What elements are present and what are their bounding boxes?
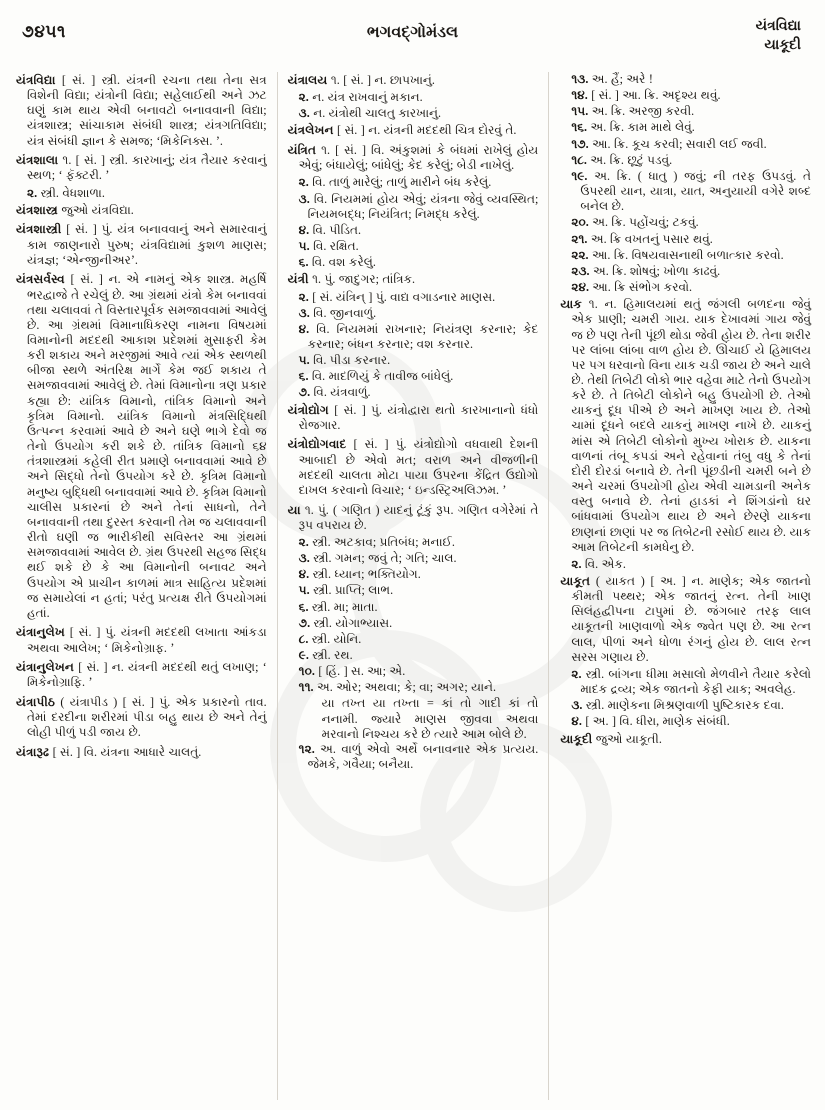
guide-word-first: યંત્રવિદ્યા [755,19,801,34]
entry-sense [288,600,539,616]
entry-definition: ૧. ન. હિમાલયમાં થતું જંગલી બળદના જેવું એક પ્રાણી; ચમરી ગાય. યાક દેખાવમાં ગાય જેવું જ છે પણ તેની પૂંછી થોડા જેવી હોય છે. તેના શરીર પર લાંબા લાંબા વાળ હોય છે. ઊંચાઈ યે હિમાલય પર પગ ધરવાનો વિના યાક ચડી જાય છે અને ચાલે છે. તેથી તિબેટી લોકો ભાર વહેવા માટે તેનો ઉપયોગ કરે છે. તે તિબેટી લોકોને બહુ ઉપયોગી છે. તેઓ યાકનું દૂધ પીએ છે અને માખણ ખાય છે. તેઓ ચામાં દૂધને બદલે યાકનું માખણ નાખે છે. યાકનું માંસ એ તિબેટી લોકોનો મુખ્ય ખોરાક છે. યાકના વાળનાં તંબૂ કપડાં અને રહેવાનાં તંબુ વધુ કે તેનાં દોરી દોરડાં બનાવે છે. તેની પૂંછડીની ચમરી બને છે અને ચરમાં ઉપયોગી હોય એવી ચામડાની અનેક વસ્તુ બનાવે છે. તેનાં હાડકાં ને શિંગડાંનો ઘર બાંધવામાં ઉપયોગ થાય છે અને છેરણે યાકના છાણનાં છાણાં પર જ તિબેટની રસોઈ થાય છે. યાક આમ તિબેટની કામધેનુ છે. [571,297,812,554]
entry-sense [560,215,811,231]
entry-headword: યંત્રાલય [287,73,328,87]
entry-definition: [ સં. ] સ્ત્રી. યંત્રની રચના તથા તેના સત્ર વિશેની વિદ્યા; યંત્રોની વિદ્યા; સહેલાઈથી અને ઝટ ઘણું કામ થાય એવી બનાવટો બનાવવાની વિદ્યા; યંત્રશાસ્ત્ર; સાંચાકામ સંબંધી શાસ્ત્ર; યંત્રગતિવિદ્યા; યંત્ર સંબંધી જ્ઞાન કે સમજ; ‘મિકેનિક્સ. ’. [27,73,267,148]
dictionary-entry [16,202,267,220]
entry-sense [288,175,539,191]
sense-number: ૭. [298,385,311,400]
entry-definition: ૧. [ સં. ] વિ. અંકુશમાં કે બંધમાં રાખેલું હોય એવું; બંધાયેલું; બાંધેલું; કેદ કરેલું; બેડી નાખેલું. [298,143,539,173]
sense-number: ૬. [298,599,309,614]
dictionary-entry [16,694,267,742]
column-3 [548,72,813,1100]
sense-definition: વિ. પીડિત. [312,222,362,237]
entry-definition: [ સં. ] ન. યંત્રની મદદથી થતું લખાણ; ‘ મિકેનોગ્રાફિ. ’ [27,660,267,690]
sense-definition: અ. ક્રિ. છૂટું પડવું. [590,152,673,167]
entry-definition: [ સં. ] પું. યંત્રોદ્યોગો વધવાથી દેશની આબાદી છે એવો મત; વરાળ અને વીજળીની મદદથી ચાલતા મોટા પાયા ઉપરના કેંદ્રિત ઉદ્યોગો દાખલ કરવાનો વિચાર; ‘ ઇન્ડસ્ટ્રિઅલિઝમ. ’ [298,437,539,497]
entry-definition: [ સં. ] પું. યંત્રોદ્વારા થતો કારખાનાનો ધંધો રોજગાર. [298,402,539,432]
entry-definition: [ સં. ] પું. યંત્રની મદદથી લખાતા આંકડા અથવા આલેખ; ‘ મિકેનોગ્રાફ. ’ [27,625,267,655]
sense-number: ૪. [298,222,310,237]
entry-sense [288,255,539,271]
sense-number: ૨. [27,185,38,200]
sense-number: ૪. [298,321,310,336]
entry-sense [560,264,811,280]
sense-number: ૭. [298,615,311,630]
entry-definition: [ સં. ] વિ. યંત્રના આધારે ચાલતું. [52,745,202,760]
dictionary-entry [288,436,539,500]
entry-definition: ૧. [ સં. ] ન. છાપખાનું. [330,73,435,87]
dictionary-entry [560,296,811,557]
sense-number: ૩. [298,551,310,566]
dictionary-entry [288,142,539,175]
entry-sense [560,557,811,573]
sense-definition: વિ. નિયમમાં રાખનાર; નિયંત્રણ કરનાર; કેદ કરનાર; બંધન કરનાર; વશ કરનાર. [307,321,539,351]
sense-number: ૬. [298,369,309,384]
sense-definition: આ. ક્રિ. કૂચ કરવી; સવારી લઈ જવી. [592,136,767,151]
entry-headword: યંત્રસર્વસ્વ [16,272,65,287]
sense-number: ૧૬. [571,120,588,135]
dictionary-entry [16,624,267,657]
entry-definition: ( યાકત ) [ અ. ] ન. માણેક; એક જાતનો કીમતી પથ્થર; એક જાતનું રત્ન. તેની ખાણ સિલંહદ્વીપના ટાપુમાં છે. જંગબાર તરફ લાલ યાકૂતની ખાણવાળો એક જ્વેત પણ છે. આ રત્ન લાલ, પીળાં અને ધોળા રંગનું હોય છે. લાલ રત્ન સરસ ગણાય છે. [571,574,812,664]
entry-definition: ૧. પું. ( ગણિત ) યાદનું ટૂંકું રૂપ. ગણિત વગેરેમાં તે રૂપ વપરાય છે. [298,502,539,532]
entry-sense [560,120,811,136]
entry-sense [288,664,539,680]
text-columns [14,72,813,1100]
sense-definition: સ્ત્રી. રથ. [312,647,353,662]
entry-headword: યંત્રિત [287,143,317,158]
entry-headword: યાકૂત [560,574,591,588]
guide-word-last: યાકૂદી [764,37,801,53]
dictionary-entry [560,731,811,749]
sense-number: ૯. [298,647,309,662]
entry-headword: યંત્રશાસ્ત્ર [16,202,58,217]
sense-definition: અ. ક્રિ વખતનું પસાર થવું. [590,231,713,246]
entry-sense [288,239,539,255]
page-number: ૭૪૫૧ [22,22,66,41]
entry-headword: યાક [560,297,582,312]
sense-definition: વિ. એક. [584,556,626,571]
sense-definition: [ સં. યંત્રિન્ ] પું. વાદ્ય વગાડનાર માણસ. [312,289,496,304]
sense-definition: ન. યંત્રોથી ચાલતુ કારખાનું. [313,106,442,121]
entry-sense [560,137,811,153]
entry-sense [288,90,539,106]
sense-definition: સ્ત્રી. મા; માતા. [311,599,378,614]
sense-definition: [ અ. ] વિ. ધીરા, માણેક સંબંધી. [585,714,730,729]
entry-sense [560,153,811,169]
sense-definition: સ્ત્રી. પ્રાપ્તિ; લાભ. [313,583,394,598]
sense-number: ૪. [298,567,310,582]
sense-definition: અ. વાળું એવો અર્થે બનાવનાર એક પ્રત્યય. જેમકે, ગવૈયા; બનૈયા. [307,741,539,772]
entry-headword: યંત્રવિદ્યા [16,73,56,87]
sense-number: ૨. [298,175,309,190]
guide-words [756,18,801,56]
sense-number: ૧૦. [298,664,315,679]
dictionary-entry [16,152,267,185]
sense-number: ૪. [571,714,582,729]
dictionary-entry [288,122,539,140]
sense-definition: વિ. નિયમમાં હોય એવું; યંત્રના જેવું વ્યવસ્થિત; નિયમબદ્ધ; નિયંત્રિત; નિમદ્ધ કરેલું. [307,191,539,221]
entry-definition: ૧. [ સં. ] સ્ત્રી. કારખાનું; યંત્ર તૈયાર કરવાનું સ્થળ; ‘ ફૅક્ટરી. ’ [27,153,267,183]
sense-definition: સ્ત્રી. વેધશાળા. [40,185,105,200]
sense-definition: વિ. પીડા કરનાર. [313,353,391,368]
sense-definition: અ. ક્રિ. ( ધાતુ ) જવું; ની તરફ ઉપડવું. તે ઉપરથી યાન, યાત્રા, યાત, અનુયાયી વગેરે શબ્દ બનેલ છે. [580,168,812,214]
entry-headword: યંત્રાનુલેખન [16,660,75,675]
entry-sense [288,632,539,648]
entry-sense [560,667,811,698]
entry-sense [16,186,267,202]
sense-definition: વિ. તાળું મારેલું; તાળું મારીને બંધ કરેલું. [312,175,492,190]
entry-definition: [ સં. ] પું. યંત્ર બનાવવાનું અને સમારવાનું કામ જાણનારો પુરુષ; યંત્રવિદ્યામાં કુશળ માણસ; યંત્રજ્ઞ; ‘એન્જીનીઅર’. [27,222,267,267]
dictionary-entry [288,72,539,90]
entry-headword: યંત્રલેખન [287,123,334,138]
dictionary-entry [16,271,267,623]
entry-definition: જુઓ યાકૂતી. [595,731,662,746]
column-1 [14,72,277,1100]
column-2 [277,72,549,1100]
sense-number: ૧૫. [571,104,589,119]
sense-definition: ન. યંત્ર રાખવાનું મકાન. [312,90,423,105]
dictionary-entry [288,502,539,535]
sense-number: ૩. [298,191,310,206]
sense-number: ૨૪. [571,280,589,295]
sense-definition: વિ. માદળિયું કે તાવીજ બાંધેલું. [311,369,454,384]
sense-definition: સ્ત્રી. માણેકના મિશ્રણવાળી પુષ્ટિકારક દવા. [585,698,784,713]
entry-headword: યાકૂદી [560,731,593,746]
sense-number: ૫. [298,353,310,368]
dictionary-entry [16,659,267,692]
sense-definition: અ. ક્રિ. પહોંચવું; ટકવું. [592,215,699,230]
sense-number: ૫. [298,583,310,598]
running-head [0,14,825,70]
entry-headword: યંત્રાનુલેખ [16,625,65,640]
sense-number: ૩. [298,305,310,320]
sense-definition: સ્ત્રી. ધ્યાન; ભક્તિયોગ. [312,567,421,582]
sense-definition: વિ. યંત્રવાળું. [313,385,371,400]
entry-sense [288,680,539,696]
entry-sense [560,248,811,264]
sense-definition: અ. ક્રિ. શોષવું; ખોળા કાઢવું. [592,263,721,278]
entry-sense [288,648,539,664]
sense-number: ૫. [298,239,310,254]
sense-number: ૨૨. [571,247,589,262]
entry-sense [288,353,539,369]
sense-number: ૬. [298,255,309,270]
sense-number: ૩. [571,698,583,713]
entry-headword: યંત્રશાસ્ત્રી [16,222,62,237]
sense-definition: અ. હૈં; અરે ! [591,72,653,86]
sense-number: ૧૪. [571,88,588,103]
entry-headword: યંત્રશાલા [16,153,59,168]
sense-definition: અ. ક્રિ. કામ માથે લેવું. [590,120,695,135]
sense-example: યા તખ્ત યા તખ્તા = કાં તો ગાદી કાં તો નનામી. જ્યારે માણસ જીવવા અથવા મરવાનો નિશ્ચય કરે છે ત્યારે આમ બોલે છે. [321,696,539,741]
sense-number: ૩. [298,106,310,121]
entry-sense [288,106,539,122]
sense-definition: સ્ત્રી. બાંગના ધીમા મસાલો મેળવીને તૈયાર કરેલો માદક દ્રવ્ય; એક જાતનો કેફી યાક; અવલેહ. [580,666,811,697]
entry-sense [560,232,811,248]
dictionary-entry [16,72,267,151]
sense-number: ૨૩. [571,263,590,278]
sense-definition: [ સં. ] આ. ક્રિ. અદૃશ્ય થવું. [591,88,721,103]
sense-definition: વિ. વશ કરેલું. [311,255,376,270]
entry-sense [560,104,811,120]
entry-definition: [ સં. ] ન. એ નામનું એક શાસ્ત્ર. મહર્ષિ ભરદ્વાજે તે રચેલું છે. આ ગ્રંથમાં યંત્રો કેમ બનાવવાં તથા ચલાવવાં તે વિસ્તારપૂર્વક સમજાવવામાં આવેલું છે. આ ગ્રંથમાં વિમાનાધિકરણ નામના વિષયમાં વિમાનોની મદદથી આકાશ પ્રદેશમાં મુસાફરી કેમ કરી શકાય અને મરજીમાં આવે ત્યાં એક સ્થળથી બીજા સ્થળે અંતરિક્ષ માર્ગે કેમ જઈ શકાય તે સમજાવવામાં આવેલું છે. તેમાં વિમાનોના ત્રણ પ્રકાર કહ્યા છે: યાંત્રિક વિમાનો, તાંત્રિક વિમાનો અને કૃત્રિમ વિમાનો. યાંત્રિક વિમાનો મંત્રસિદ્ધિથી ઉત્પન્ન કરવામાં આવે છે અને ઘણે ભાગે દેવો જ તેનો ઉપયોગ કરી શકે છે. તાંત્રિક વિમાનો ૬૪ તંત્રશાસ્ત્રમાં કહેલી રીત પ્રમાણે બનાવવામાં આવે છે અને સિદ્ધો તેનો ઉપયોગ કરે છે. કૃત્રિમ વિમાનો મનુષ્ય બુદ્ધિથી બનાવવામાં આવે છે. કૃત્રિમ વિમાનો ચાલીસ પ્રકારનાં છે અને તેનાં સાધનો, તેને બનાવવાની તથા દુરસ્ત કરવાની તેમ જ ચલાવવાની રીતો ઘણી જ ભારીકીથી સવિસ્તર આ ગ્રંથમાં સમજાવવામાં આવેલ છે. ગ્રંથ ઉપરથી સહજ સિદ્ધ થઈ શકે છે કે આ વિમાનોની બનાવટ અને ઉપયોગ એ પ્રાચીન કાળમાં માત્ર સાહિત્ય પ્રદેશમાં જ સમાયેલાં ન હતાં; પરંતુ પ્રત્યક્ષ રીતે ઉપયોગમાં હતાં. [27,272,267,620]
sense-number: ૨. [571,556,582,571]
entry-definition: ( યંત્રાપીડ ) [ સં. ] પું. એક પ્રકારનો તાવ. તેમાં દરદીના શરીરમાં પીડા બહુ થાય છે અને તેનું લોહી પીળું પડી જાય છે. [27,695,267,740]
sense-number: ૨૧. [571,231,588,246]
sense-definition: સ્ત્રી. અટકાવ; પ્રતિબંધ; મનાઈ. [312,534,455,549]
dictionary-entry [16,744,267,762]
entry-headword: યા [287,502,301,517]
book-title: ભગવદ્ગોમંડલ [366,24,459,41]
sense-definition: આ. ક્રિ. વિષયવાસનાથી બળાત્કાર કરવો. [592,247,784,262]
entry-sense [288,322,539,353]
sense-number: ૨૦. [571,215,589,230]
sense-number: ૧૨. [298,741,315,756]
entry-sense [560,169,811,215]
sense-definition: સ્ત્રી. ગમન; જવું તે; ગતિ; ચાલ. [313,551,457,566]
entry-sense [288,535,539,551]
entry-sense [288,223,539,239]
entry-sense [288,385,539,401]
entry-definition: [ સં. ] ન. યંત્રની મદદથી ચિત્ર દોરવું તે. [337,123,517,138]
entry-headword: યંત્રોદ્યોગ [287,402,329,417]
entry-sense [560,88,811,104]
entry-sense [288,290,539,306]
sense-number: ૮. [298,631,309,646]
dictionary-entry [288,402,539,435]
entry-sense [288,192,539,223]
sense-definition: અ. ક્રિ. અરજી કરવી. [591,104,695,119]
dictionary-entry [288,271,539,289]
entry-sense [288,551,539,567]
sense-number: ૨. [298,289,309,304]
entry-headword: યંત્રોદ્યોગવાદ [287,437,347,452]
sense-number: ૧૧. [298,680,314,695]
sense-definition: [ હિં. ] સ. આ; એ. [318,664,406,679]
sense-definition: વિ. રક્ષિત. [313,239,359,254]
entry-sense [288,583,539,599]
sense-number: ૨. [298,90,309,105]
sense-number: ૨. [298,534,309,549]
sense-number: ૧૩. [571,72,589,86]
sense-definition: વિ. જીનવાળું. [313,305,377,320]
entry-sense [288,567,539,583]
dictionary-entry [16,221,267,269]
entry-definition: જુઓ યંત્રવિદ્યા. [61,202,134,217]
entry-headword: યંત્રાપીઠ [16,695,56,710]
sense-number: ૧૭. [571,136,589,151]
sense-number: ૨. [571,666,582,681]
entry-sense [288,742,539,773]
sense-definition: સ્ત્રી. યોગાભ્યાસ. [313,615,393,630]
sense-definition: અ. ઓર; અથવા; કે; વા; અગર; યાને. [317,680,497,695]
sense-number: ૧૯. [571,168,588,183]
sense-number: ૧૮. [571,152,587,167]
dictionary-entry [560,573,811,667]
entry-headword: યંત્રી [287,272,309,287]
entry-sense [560,698,811,714]
sense-definition: આ. ક્રિ સંભોગ કરવો. [592,280,693,295]
entry-sense [560,714,811,730]
entry-sense [560,280,811,296]
entry-sense [288,369,539,385]
entry-sense [288,306,539,322]
sense-definition: સ્ત્રી. યોનિ. [311,631,362,646]
entry-sense [288,616,539,632]
entry-headword: યંત્રારૂઢ [16,745,50,760]
entry-definition: ૧. પું. જાદુગર; તાંત્રિક. [312,272,416,287]
entry-sense [560,72,811,88]
